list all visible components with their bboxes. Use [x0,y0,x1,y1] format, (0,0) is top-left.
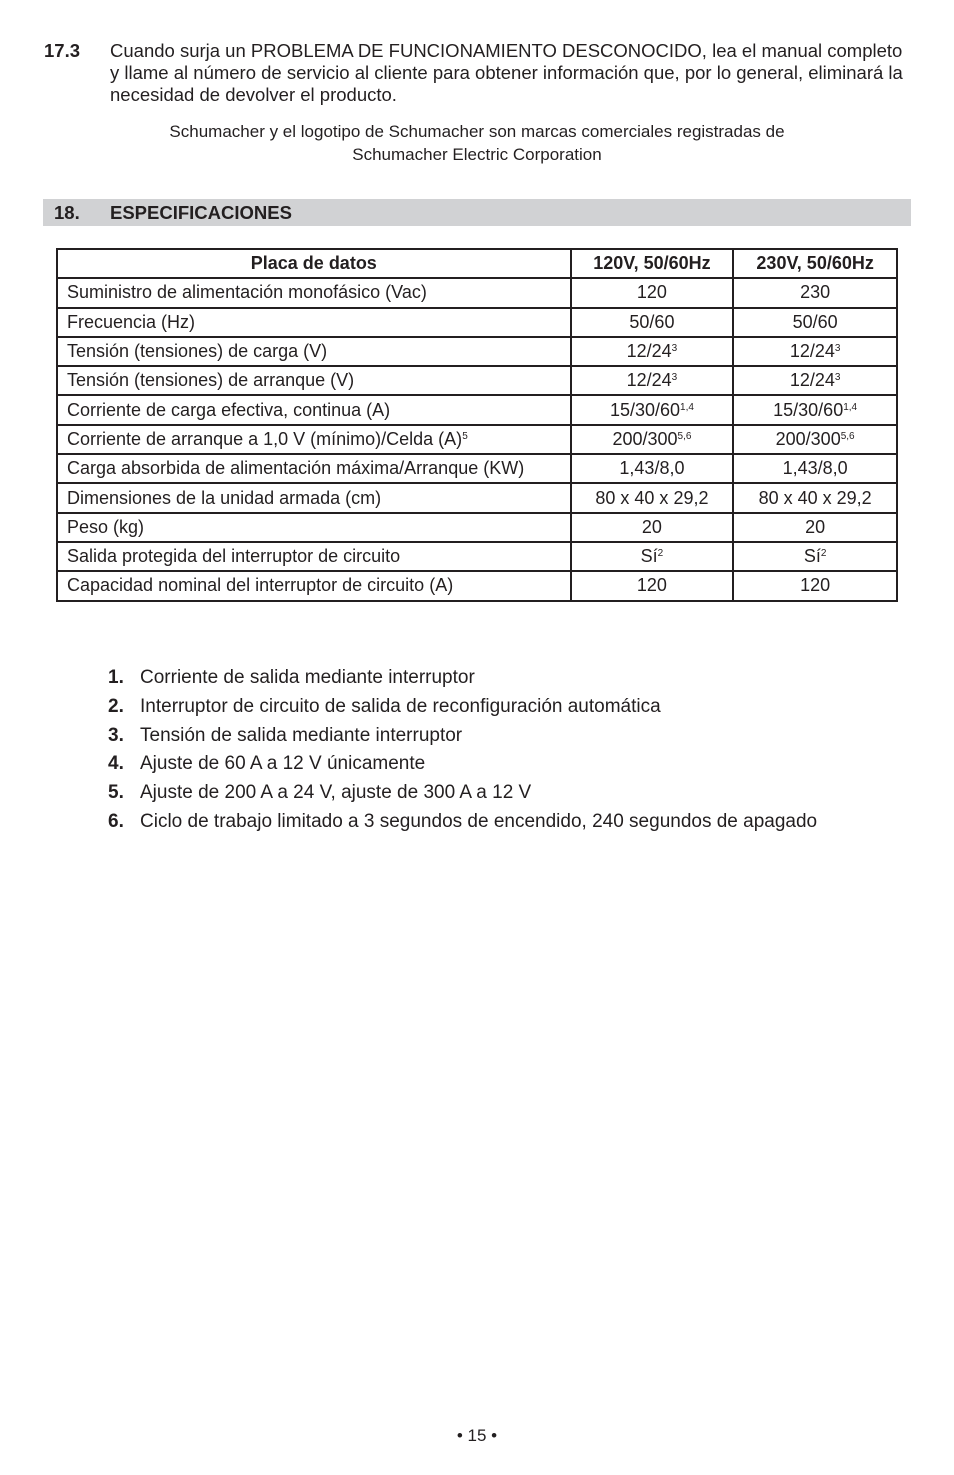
footnote-item [108,722,817,751]
cell-text: Sí [803,546,821,567]
header-cell: 230V, 50/60Hz [733,249,897,278]
cell-text: 200/300 [612,428,678,449]
spec-value-230v-cell [733,542,897,571]
spec-value-120v-cell [571,366,734,395]
table-row [57,308,897,337]
spec-label-cell [57,308,571,337]
section-number: 17.3 [44,40,81,61]
spec-label-cell [57,337,571,366]
spec-label-cell [57,278,571,307]
spec-value-230v-cell [733,513,897,542]
footnote-item [108,808,817,837]
footnote-ref: 5,6 [677,430,692,442]
spec-value-120v-cell [571,542,734,571]
footnote-number: 5. [108,782,124,804]
cell-text: 1,43/8,0 [782,458,848,479]
cell-text: 20 [805,516,826,537]
section-title: ESPECIFICACIONES [110,202,292,223]
footnote-ref: 2 [657,548,664,560]
footnote-ref: 1,4 [680,401,694,413]
specifications-table [56,248,898,602]
cell-text: Peso (kg) [67,516,145,537]
footnote-text: Ajuste de 60 A a 12 V únicamente [140,753,426,775]
table-row [57,454,897,483]
footnote-ref: 3 [834,343,841,355]
cell-text: Sí [640,546,658,567]
cell-text: Carga absorbida de alimentación máxima/Arranque (KW) [67,458,525,479]
cell-text: 120 [800,575,831,596]
cell-text: 12/24 [789,341,835,362]
cell-text: 12/24 [789,370,835,391]
table-row [57,337,897,366]
footnote-ref: 1,4 [843,401,858,413]
cell-text: 15/30/60 [609,399,681,420]
spec-label-cell [57,395,571,424]
table-row [57,278,897,307]
footnote-ref: 5 [462,430,468,442]
section-text: Cuando surja un PROBLEMA DE FUNCIONAMIENTO DESCONOCIDO, lea el manual completo y llame al número de servicio al cliente para obtener información que, por lo general, eliminará la necesidad de devolver el producto. [110,40,903,105]
footnote-item [108,693,817,722]
footnote-ref: 5,6 [840,430,855,442]
footnote-item [108,750,817,779]
cell-text: Suministro de alimentación monofásico (Vac) [67,282,427,303]
cell-text: 12/24 [626,341,672,362]
cell-text: 15/30/60 [773,399,844,420]
spec-label-cell [57,571,571,600]
footnote-text: Ajuste de 200 A a 24 V, ajuste de 300 A a 12 V [140,782,532,804]
cell-text: 1,43/8,0 [619,458,685,479]
spec-label-cell [57,483,571,512]
spec-value-230v-cell [733,308,897,337]
footnote-number: 4. [108,753,124,775]
table-row [57,366,897,395]
cell-text: 12/24 [626,370,672,391]
header-cell: Placa de datos [57,249,571,278]
cell-text: 20 [641,516,662,537]
cell-text: Corriente de carga efectiva, continua (A) [67,399,391,420]
spec-value-230v-cell [733,395,897,424]
footnote-text: Tensión de salida mediante interruptor [140,724,463,746]
footnote-item [108,779,817,808]
cell-text: 80 x 40 x 29,2 [758,487,872,508]
cell-text: 120 [636,575,667,596]
trademark-line-1: Schumacher y el logotipo de Schumacher son marcas comerciales registradas de [169,122,785,141]
footnote-item [108,664,817,693]
spec-value-120v-cell [571,278,734,307]
cell-text: Corriente de arranque a 1,0 V (mínimo)/Celda (A) [67,428,463,449]
section-18-header [43,199,911,226]
cell-text: 50/60 [792,311,838,332]
spec-value-230v-cell [733,454,897,483]
trademark-line-2: Schumacher Electric Corporation [352,145,602,164]
spec-value-120v-cell [571,395,734,424]
footnote-text: Interruptor de circuito de salida de reconfiguración automática [140,695,661,717]
table-row [57,513,897,542]
footnote-number: 2. [108,695,124,717]
spec-value-120v-cell [571,571,734,600]
spec-value-120v-cell [571,454,734,483]
cell-text: 200/300 [775,428,841,449]
cell-text: Salida protegida del interruptor de circuito [67,546,401,567]
spec-label-cell [57,425,571,454]
footnote-text: Ciclo de trabajo limitado a 3 segundos de encendido, 240 segundos de apagado [140,810,818,832]
spec-value-230v-cell [733,483,897,512]
spec-label-cell [57,366,571,395]
spec-label-cell [57,513,571,542]
cell-text: Capacidad nominal del interruptor de circuito (A) [67,575,454,596]
spec-value-230v-cell [733,366,897,395]
footnote-ref: 3 [834,372,841,384]
spec-value-230v-cell [733,337,897,366]
table-row [57,571,897,600]
trademark-notice [0,120,954,166]
table-header-row [57,249,897,278]
spec-value-120v-cell [571,483,734,512]
section-17-3 [44,40,914,106]
spec-value-120v-cell [571,425,734,454]
spec-value-230v-cell [733,571,897,600]
footnote-text: Corriente de salida mediante interruptor [140,667,475,688]
table-row [57,395,897,424]
footnote-ref: 3 [671,343,678,355]
spec-value-230v-cell [733,425,897,454]
cell-text: Tensión (tensiones) de arranque (V) [67,370,355,391]
cell-text: Frecuencia (Hz) [67,311,196,332]
spec-value-120v-cell [571,308,734,337]
spec-value-230v-cell [733,278,897,307]
footnote-ref: 2 [820,548,827,560]
footnotes-list [108,664,817,837]
footnote-number: 3. [108,724,124,746]
footnote-ref: 3 [671,372,678,384]
footnote-number: 6. [108,810,124,832]
cell-text: Tensión (tensiones) de carga (V) [67,341,328,362]
table-row [57,483,897,512]
header-cell: 120V, 50/60Hz [571,249,734,278]
cell-text: Dimensiones de la unidad armada (cm) [67,487,382,508]
footnote-number: 1. [108,667,124,688]
spec-value-120v-cell [571,513,734,542]
section-number: 18. [54,202,80,223]
spec-label-cell [57,542,571,571]
cell-text: 230 [800,282,831,303]
cell-text: 80 x 40 x 29,2 [595,487,709,508]
spec-label-cell [57,454,571,483]
cell-text: 50/60 [629,311,675,332]
table-row [57,425,897,454]
table-row [57,542,897,571]
page-number: • 15 • [456,1426,498,1445]
spec-value-120v-cell [571,337,734,366]
cell-text: 120 [636,282,667,303]
